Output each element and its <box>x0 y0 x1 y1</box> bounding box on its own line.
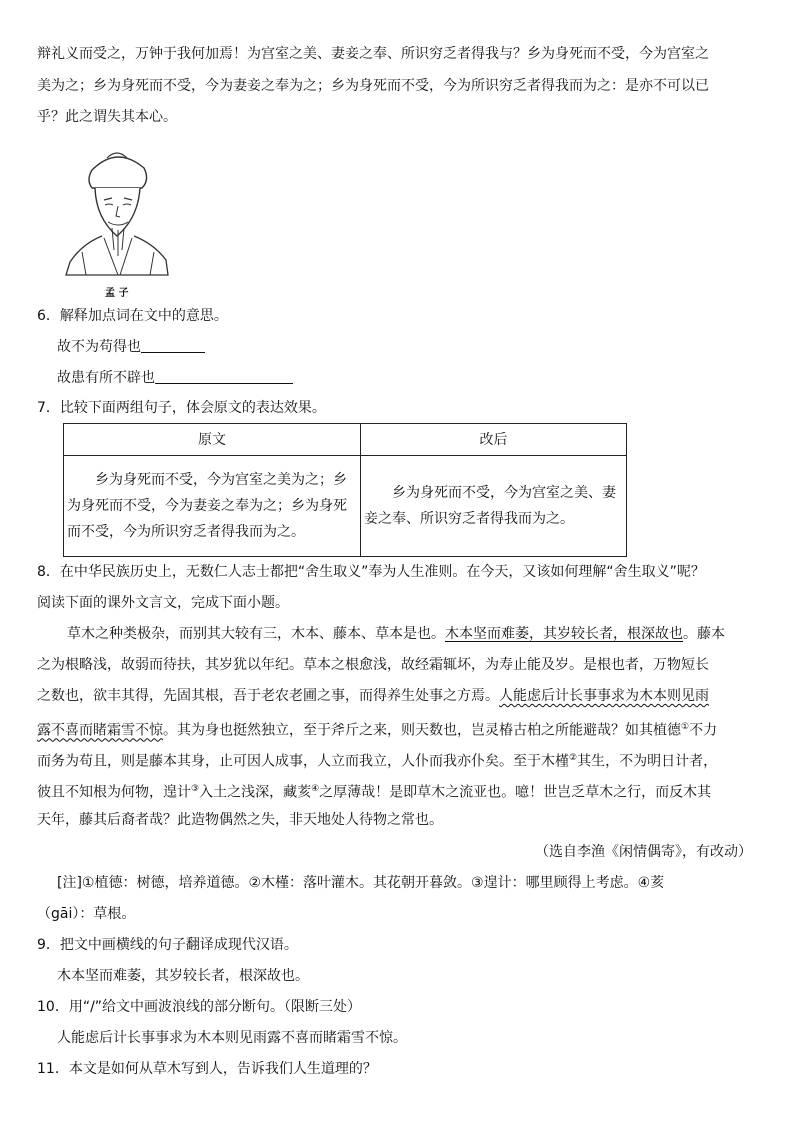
passage-text: 。其为身也挺然独立，至于斧斤之来，则天数也，岂灵椿古柏之所能避哉？如其植德 <box>163 722 681 739</box>
answer-blank[interactable] <box>155 369 293 384</box>
passage-line-1 <box>67 624 725 644</box>
changed-line-2: 妾之奉、所识穷乏者得我而为之。 <box>364 511 574 527</box>
mencius-portrait-image <box>62 140 172 300</box>
passage-text: 其生，不为明日计者， <box>577 753 718 770</box>
passage-line-2: 之为根略浅，故弱而待扶，其岁犹以年纪。草本之根愈浅，故经霜辄坏，为寿止能及岁。是根也者，万物短长 <box>37 657 709 673</box>
q9-sentence: 木本坚而难萎，其岁较长者，根深故也。 <box>57 968 309 984</box>
orig-line-3: 而不受，今为所识穷乏者得我而为之。 <box>67 524 305 540</box>
changed-line-1: 乡为身死而不受，今为宫室之美、妻 <box>392 485 616 501</box>
q10-sentence: 人能虑后计长事事求为木本则见雨露不喜而睹霜雪不惊。 <box>57 1030 407 1046</box>
intro-line-2: 美为之；乡为身死而不受，今为妻妾之奉为之；乡为身死而不受，今为所识穷乏者得我而为之：是亦不可以已 <box>37 78 709 94</box>
passage-text: 之厚薄哉！是即草木之流亚也。噫！世岂乏草木之行，而反木其 <box>319 784 712 801</box>
passage-line-4 <box>37 717 717 741</box>
q6-item-2-text: 故患有所不辟也 <box>57 370 155 386</box>
table-header-original: 原文 <box>64 424 361 456</box>
q9-prompt: 9．把文中画横线的句子翻译成现代汉语。 <box>37 937 298 953</box>
q6-prompt: 6．解释加点词在文中的意思。 <box>37 308 228 324</box>
passage-line-3 <box>37 686 709 706</box>
table-cell-revised <box>361 456 627 557</box>
passage-text: 之数也，欲丰其得，先固其根，吾于老农老圃之事，而得养生处事之方焉。 <box>37 688 499 704</box>
source-citation: （选自李渔《闲情偶寄》，有改动） <box>535 844 752 860</box>
note-marker: ④ <box>311 784 320 794</box>
intro-line-3: 乎？此之谓失其本心。 <box>37 109 177 125</box>
underlined-sentence: 木本坚而难萎，其岁较长者，根深故也 <box>445 626 683 642</box>
passage-text: 彼且不知根为何物，遑计 <box>37 784 191 801</box>
note-marker: ② <box>569 753 578 763</box>
portrait-caption: 孟 子 <box>105 288 129 299</box>
passage-text: 而务为苟且，则是藤本其身，止可因人成事，人立而我立，人仆而我亦仆矣。至于木槿 <box>37 753 569 770</box>
q6-item-1 <box>57 337 205 357</box>
orig-line-1: 乡为身死而不受，今为宫室之美为之；乡 <box>95 472 347 488</box>
passage-text: 草木之种类极杂，而别其大较有三，木本、藤本、草本是也。 <box>67 626 445 642</box>
passage-line-5 <box>37 748 717 772</box>
note-marker: ① <box>681 722 690 732</box>
note-marker: ③ <box>191 784 200 794</box>
passage-line-7: 天年，藤其后裔者哉？此造物偶然之失，非天地处人待物之常也。 <box>37 812 443 828</box>
wavy-underlined-sentence: 人能虑后计长事事求为木本则见雨 <box>499 688 709 704</box>
wavy-underlined-sentence: 露不喜而睹霜雪不惊 <box>37 722 163 739</box>
q6-item-1-text: 故不为苟得也 <box>57 339 141 355</box>
q6-item-2 <box>57 368 293 388</box>
passage-text: 不力 <box>689 722 718 739</box>
table-header-revised: 改后 <box>361 424 627 456</box>
q11-prompt: 11．本文是如何从草木写到人，告诉我们人生道理的？ <box>37 1061 377 1077</box>
orig-line-2: 为身死而不受，今为妻妾之奉为之；乡为身死 <box>67 498 347 514</box>
q8-prompt-2: 阅读下面的课外文言文，完成下面小题。 <box>37 595 289 611</box>
q10-prompt: 10．用“/”给文中画波浪线的部分断句。（限断三处） <box>37 999 362 1015</box>
intro-line-1: 辩礼义而受之，万钟于我何加焉！为宫室之美、妻妾之奉、所识穷乏者得我与？乡为身死而不受，今为宫室之 <box>37 46 709 62</box>
notes-line-1: [注]①植德：树德，培养道德。②木槿：落叶灌木。其花朝开暮敛。③遑计：哪里顾得上考虑。④荄 <box>57 875 665 891</box>
passage-line-6 <box>37 779 711 803</box>
comparison-table <box>63 423 627 557</box>
answer-blank[interactable] <box>141 338 205 353</box>
q8-prompt-1: 8．在中华民族历史上，无数仁人志士都把“舍生取义”奉为人生准则。在今天，又该如何理解“舍生取义”呢？ <box>37 564 705 580</box>
notes-line-2: （gāi）：草根。 <box>37 906 136 922</box>
passage-text: 。藤本 <box>683 626 725 642</box>
q7-prompt: 7．比较下面两组句子，体会原文的表达效果。 <box>37 400 326 416</box>
passage-text: 入土之浅深，藏荄 <box>199 784 312 801</box>
table-cell-original <box>64 456 361 557</box>
